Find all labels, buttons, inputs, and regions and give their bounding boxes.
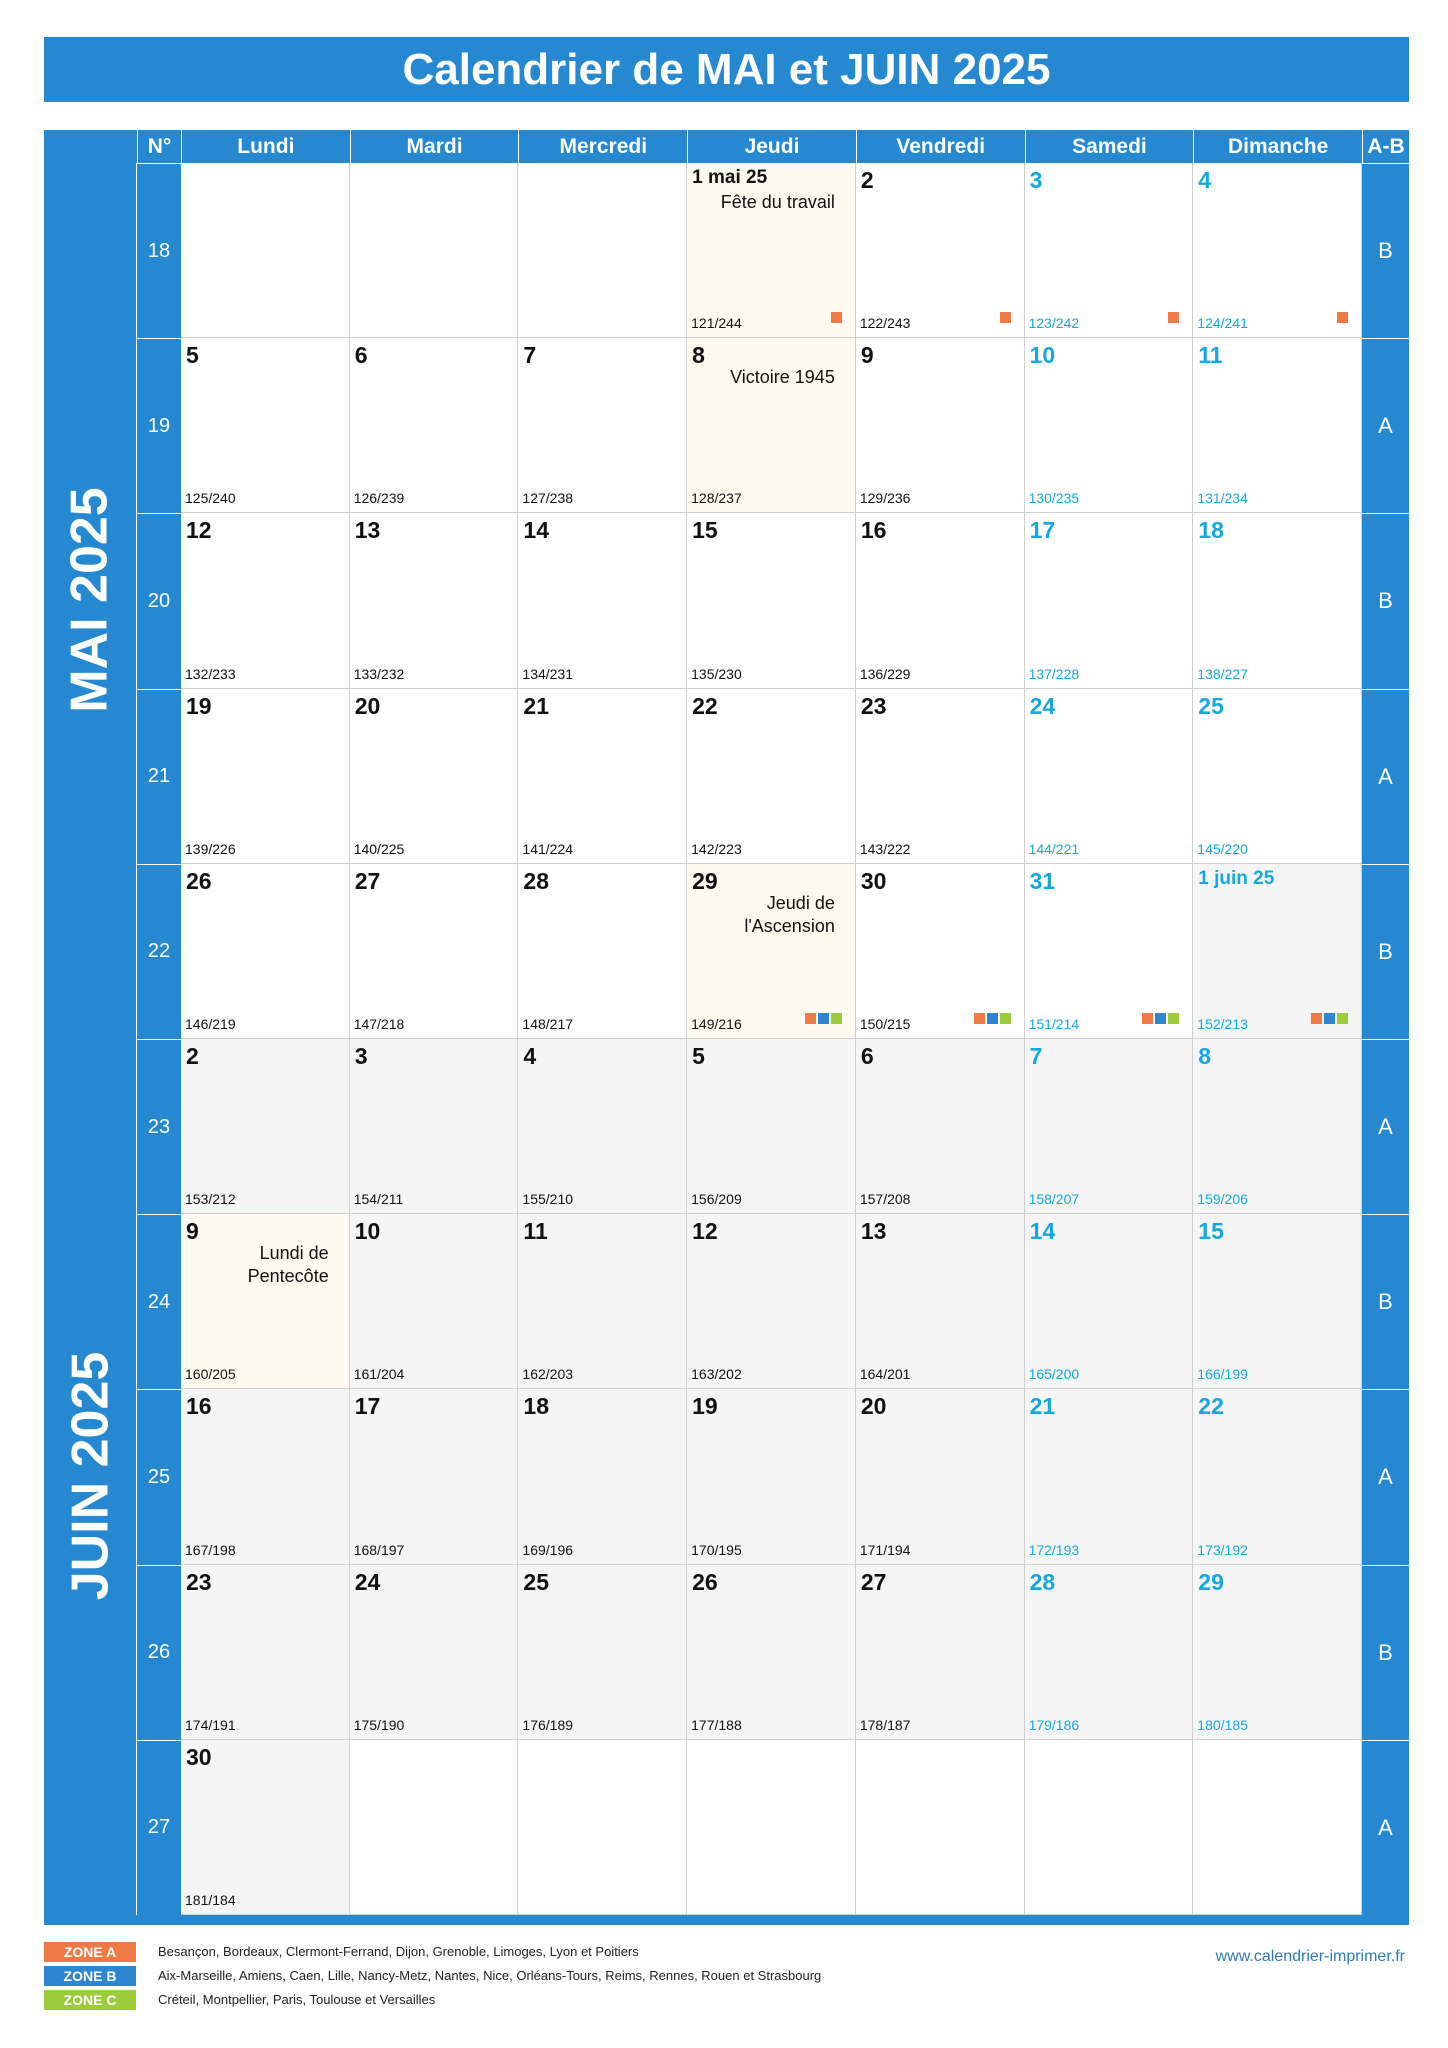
day-count: 146/219: [185, 1015, 236, 1032]
day-cell[interactable]: [1025, 163, 1194, 338]
week-number: 23: [137, 1039, 181, 1214]
day-number: 18: [523, 1393, 550, 1420]
zone-a-marker: [974, 1013, 985, 1024]
day-number: 21: [523, 692, 550, 719]
week-number: 20: [137, 513, 181, 688]
zone-a-marker: [1311, 1013, 1322, 1024]
day-number: 10: [354, 1218, 381, 1245]
day-number: 28: [1029, 1568, 1056, 1595]
day-cell[interactable]: [518, 338, 687, 513]
empty-cell: [856, 1740, 1025, 1915]
day-cell[interactable]: [350, 1039, 519, 1214]
header-day-0: Lundi: [181, 130, 350, 163]
day-count: 131/234: [1197, 490, 1248, 507]
zone-c-marker: [1168, 1013, 1179, 1024]
day-cell[interactable]: [518, 689, 687, 864]
day-count: 125/240: [185, 490, 236, 507]
day-cell[interactable]: [181, 338, 350, 513]
day-count: 157/208: [859, 1191, 911, 1208]
day-number: 17: [354, 1393, 381, 1420]
zone-a-marker: [805, 1013, 816, 1024]
week-number: 24: [137, 1214, 181, 1389]
day-count: 160/205: [185, 1366, 236, 1383]
day-count: 140/225: [353, 840, 405, 857]
day-number: 8: [1198, 1043, 1212, 1069]
week-ab: A: [1362, 338, 1409, 513]
day-cell[interactable]: [1193, 864, 1362, 1039]
day-cell[interactable]: [518, 864, 687, 1039]
day-cell[interactable]: [1025, 1039, 1194, 1214]
day-number: 15: [692, 517, 718, 544]
day-cell[interactable]: [856, 689, 1025, 864]
day-number: 8: [692, 342, 705, 369]
day-count: 123/242: [1028, 315, 1080, 332]
day-count: 164/201: [859, 1366, 911, 1383]
day-cell[interactable]: [350, 689, 519, 864]
week-ab: B: [1362, 163, 1409, 338]
week-number: 27: [137, 1740, 181, 1915]
day-count: 168/197: [353, 1541, 405, 1558]
header-day-3: Jeudi: [687, 130, 856, 163]
day-count: 141/224: [522, 840, 574, 857]
day-number: 11: [1198, 342, 1223, 369]
month-label-may: [44, 163, 136, 1037]
week-ab: B: [1362, 513, 1409, 688]
day-count: 173/192: [1197, 1541, 1248, 1558]
empty-cell: [350, 1740, 519, 1915]
holiday-label: Victoire 1945: [730, 367, 835, 388]
day-count: 147/218: [353, 1015, 405, 1032]
day-cell[interactable]: [518, 1565, 687, 1740]
day-number: 9: [860, 342, 874, 369]
day-count: 152/213: [1197, 1015, 1248, 1032]
day-number: 3: [354, 1043, 368, 1069]
month-label-june: [44, 1037, 136, 1915]
day-cell[interactable]: [1193, 1214, 1362, 1389]
day-count: 174/191: [185, 1716, 236, 1733]
day-count: 153/212: [185, 1191, 236, 1208]
holiday-label: Fête du travail: [720, 192, 835, 212]
day-number: 19: [186, 692, 212, 719]
day-number: 25: [1198, 692, 1224, 719]
legend-zone-label: ZONE A: [44, 1942, 136, 1962]
day-cell[interactable]: [687, 1214, 856, 1389]
week-ab: B: [1362, 1214, 1409, 1389]
day-count: 162/203: [522, 1366, 574, 1383]
legend-zone-cities: Besançon, Bordeaux, Clermont-Ferrand, Dijon, Grenoble, Limoges, Lyon et Poitiers: [158, 1944, 639, 1959]
day-cell[interactable]: [687, 513, 856, 688]
zone-b-marker: [987, 1013, 998, 1024]
website-link[interactable]: www.calendrier-imprimer.fr: [1215, 1948, 1405, 1965]
day-count: 177/188: [691, 1716, 742, 1733]
day-number: 2: [186, 1043, 199, 1069]
legend-zone-cities: Créteil, Montpellier, Paris, Toulouse et Versailles: [158, 1992, 436, 2007]
header-day-1: Mardi: [350, 130, 519, 163]
day-cell[interactable]: [856, 163, 1025, 338]
day-count: 155/210: [522, 1191, 574, 1208]
day-cell[interactable]: [856, 1039, 1025, 1214]
day-count: 178/187: [859, 1716, 911, 1733]
day-number: 22: [1198, 1393, 1224, 1420]
day-number: 24: [354, 1568, 381, 1595]
day-number: 14: [523, 517, 550, 544]
day-cell[interactable]: [181, 1214, 350, 1389]
zone-b-marker: [1155, 1013, 1166, 1024]
day-cell[interactable]: [687, 1389, 856, 1564]
month-june-text: JUIN 2025: [61, 1351, 120, 1601]
zone-a-marker: [1337, 312, 1348, 323]
day-count: 181/184: [185, 1891, 236, 1908]
day-cell[interactable]: [181, 513, 350, 688]
empty-cell: [687, 1740, 856, 1915]
day-count: 129/236: [859, 490, 911, 507]
day-count: 126/239: [353, 490, 405, 507]
day-number: 30: [860, 867, 887, 894]
day-cell[interactable]: [856, 1389, 1025, 1564]
day-cell[interactable]: [518, 1039, 687, 1214]
zone-a-marker: [831, 312, 842, 323]
school-holiday-zones: [1168, 312, 1179, 323]
day-cell[interactable]: [350, 513, 519, 688]
zone-a-marker: [1142, 1013, 1153, 1024]
header-ab: A-B: [1362, 130, 1409, 163]
month-may-text: MAI 2025: [61, 487, 120, 713]
day-cell[interactable]: [1025, 338, 1194, 513]
week-number: 26: [137, 1565, 181, 1740]
day-count: 127/238: [522, 490, 574, 507]
day-count: 128/237: [691, 490, 742, 507]
day-cell[interactable]: [1025, 864, 1194, 1039]
day-number: 29: [1198, 1568, 1224, 1595]
day-cell[interactable]: [1025, 1214, 1194, 1389]
day-cell[interactable]: [1025, 1389, 1194, 1564]
day-number: 17: [1029, 517, 1056, 544]
day-count: 133/232: [353, 665, 405, 682]
day-cell[interactable]: [856, 513, 1025, 688]
day-count: 180/185: [1197, 1716, 1248, 1733]
day-cell[interactable]: [687, 338, 856, 513]
school-holiday-zones: [831, 312, 842, 323]
bottom-rule: [44, 1915, 1409, 1925]
day-count: 124/241: [1197, 315, 1248, 332]
day-count: 169/196: [522, 1541, 574, 1558]
day-number: 1 juin 25: [1198, 867, 1275, 889]
header-week-number: N°: [137, 130, 181, 163]
day-count: 158/207: [1028, 1191, 1080, 1208]
day-count: 142/223: [691, 840, 742, 857]
day-cell[interactable]: [687, 1565, 856, 1740]
day-number: 7: [1029, 1043, 1043, 1069]
day-count: 121/244: [691, 315, 742, 332]
day-number: 23: [860, 692, 887, 719]
page-title: Calendrier de MAI et JUIN 2025: [44, 37, 1409, 102]
day-number: 4: [523, 1043, 537, 1069]
day-number: 13: [354, 517, 381, 544]
empty-cell: [350, 163, 519, 338]
day-cell[interactable]: [350, 864, 519, 1039]
day-number: 15: [1198, 1218, 1224, 1245]
day-count: 144/221: [1028, 840, 1080, 857]
day-cell[interactable]: [687, 1039, 856, 1214]
day-cell[interactable]: [518, 1389, 687, 1564]
day-number: 27: [860, 1568, 887, 1595]
header-day-2: Mercredi: [518, 130, 687, 163]
day-number: 24: [1029, 692, 1056, 719]
school-holiday-zones: [1337, 312, 1348, 323]
day-number: 6: [354, 342, 368, 369]
week-ab: B: [1362, 864, 1409, 1039]
day-count: 163/202: [691, 1366, 742, 1383]
day-cell[interactable]: [181, 1039, 350, 1214]
day-count: 170/195: [691, 1541, 742, 1558]
day-cell[interactable]: [518, 513, 687, 688]
day-count: 159/206: [1197, 1191, 1248, 1208]
week-ab: A: [1362, 1389, 1409, 1564]
day-number: 13: [860, 1218, 887, 1245]
day-count: 179/186: [1028, 1716, 1080, 1733]
day-cell[interactable]: [181, 864, 350, 1039]
day-number: 10: [1029, 342, 1056, 369]
week-ab: A: [1362, 1039, 1409, 1214]
legend-zone-label: ZONE C: [44, 1990, 136, 2010]
day-cell[interactable]: [687, 163, 856, 338]
day-number: 5: [692, 1043, 705, 1069]
day-number: 1 mai 25: [692, 167, 768, 188]
zone-c-marker: [1000, 1013, 1011, 1024]
day-cell[interactable]: [1193, 1389, 1362, 1564]
legend-zone-cities: Aix-Marseille, Amiens, Caen, Lille, Nancy-Metz, Nantes, Nice, Orléans-Tours, Reims, Rennes, Rouen et Strasbourg: [158, 1968, 822, 1983]
day-count: 156/209: [691, 1191, 742, 1208]
day-cell[interactable]: [350, 1214, 519, 1389]
week-number: 18: [137, 163, 181, 338]
day-number: 4: [1198, 167, 1212, 193]
day-count: 143/222: [859, 840, 911, 857]
school-holiday-zones: [1142, 1013, 1179, 1024]
day-number: 31: [1029, 867, 1056, 894]
day-cell[interactable]: [181, 689, 350, 864]
day-cell[interactable]: [1193, 689, 1362, 864]
day-cell[interactable]: [350, 1565, 519, 1740]
empty-cell: [518, 1740, 687, 1915]
day-count: 161/204: [353, 1366, 405, 1383]
day-number: 12: [186, 517, 212, 544]
day-number: 7: [523, 342, 537, 369]
day-number: 16: [860, 517, 887, 544]
day-count: 135/230: [691, 665, 742, 682]
holiday-label: Lundi de Pentecôte: [247, 1243, 329, 1287]
day-cell[interactable]: [687, 864, 856, 1039]
day-number: 18: [1198, 517, 1224, 544]
day-count: 151/214: [1028, 1015, 1080, 1032]
day-number: 11: [523, 1218, 548, 1245]
day-number: 16: [186, 1393, 212, 1420]
zone-c-marker: [831, 1013, 842, 1024]
day-number: 14: [1029, 1218, 1056, 1245]
day-number: 27: [354, 867, 381, 894]
header-day-4: Vendredi: [856, 130, 1025, 163]
day-number: 19: [692, 1393, 718, 1420]
day-count: 175/190: [353, 1716, 405, 1733]
header-day-6: Dimanche: [1193, 130, 1362, 163]
day-cell[interactable]: [1193, 338, 1362, 513]
day-number: 30: [186, 1743, 212, 1770]
day-count: 137/228: [1028, 665, 1080, 682]
week-number: 19: [137, 338, 181, 513]
day-count: 166/199: [1197, 1366, 1248, 1383]
day-count: 148/217: [522, 1015, 574, 1032]
day-number: 29: [692, 867, 718, 894]
school-holiday-zones: [1000, 312, 1011, 323]
legend-zone-label: ZONE B: [44, 1966, 136, 1986]
day-count: 134/231: [522, 665, 574, 682]
day-number: 26: [186, 867, 212, 894]
zone-b-marker: [1324, 1013, 1335, 1024]
day-count: 132/233: [185, 665, 236, 682]
day-count: 130/235: [1028, 490, 1080, 507]
day-count: 176/189: [522, 1716, 574, 1733]
day-number: 2: [860, 167, 874, 193]
day-cell[interactable]: [687, 689, 856, 864]
day-cell[interactable]: [518, 1214, 687, 1389]
day-count: 138/227: [1197, 665, 1248, 682]
week-number: 21: [137, 689, 181, 864]
empty-cell: [1193, 1740, 1362, 1915]
day-cell[interactable]: [856, 864, 1025, 1039]
week-number: 25: [137, 1389, 181, 1564]
school-holiday-zones: [805, 1013, 842, 1024]
week-ab: B: [1362, 1565, 1409, 1740]
day-number: 25: [523, 1568, 550, 1595]
week-ab: A: [1362, 689, 1409, 864]
day-count: 172/193: [1028, 1541, 1080, 1558]
day-cell[interactable]: [1193, 1565, 1362, 1740]
day-cell[interactable]: [1193, 1039, 1362, 1214]
day-cell[interactable]: [856, 1214, 1025, 1389]
day-count: 171/194: [859, 1541, 911, 1558]
holiday-label: Jeudi de l'Ascension: [744, 892, 835, 936]
day-number: 26: [692, 1568, 718, 1595]
empty-cell: [181, 163, 350, 338]
day-number: 5: [186, 342, 199, 369]
day-cell[interactable]: [856, 1565, 1025, 1740]
day-cell[interactable]: [1025, 1565, 1194, 1740]
day-count: 139/226: [185, 840, 236, 857]
header-day-5: Samedi: [1025, 130, 1194, 163]
day-cell[interactable]: [1025, 513, 1194, 688]
day-count: 136/229: [859, 665, 911, 682]
day-cell[interactable]: [181, 1565, 350, 1740]
day-count: 150/215: [859, 1015, 911, 1032]
day-cell[interactable]: [350, 338, 519, 513]
day-number: 28: [523, 867, 550, 894]
day-number: 20: [860, 1393, 887, 1420]
day-number: 21: [1029, 1393, 1056, 1420]
school-holiday-zones: [1311, 1013, 1348, 1024]
day-number: 9: [186, 1218, 199, 1245]
day-cell[interactable]: [181, 1389, 350, 1564]
day-count: 122/243: [859, 315, 911, 332]
day-number: 3: [1029, 167, 1043, 193]
day-cell[interactable]: [1193, 513, 1362, 688]
day-number: 6: [860, 1043, 874, 1069]
day-cell[interactable]: [856, 338, 1025, 513]
day-count: 167/198: [185, 1541, 236, 1558]
day-cell[interactable]: [350, 1389, 519, 1564]
day-count: 145/220: [1197, 840, 1248, 857]
empty-cell: [1025, 1740, 1194, 1915]
day-number: 12: [692, 1218, 718, 1245]
day-number: 22: [692, 692, 718, 719]
day-count: 154/211: [353, 1191, 404, 1208]
day-count: 149/216: [691, 1015, 742, 1032]
zone-c-marker: [1337, 1013, 1348, 1024]
day-number: 20: [354, 692, 381, 719]
day-cell[interactable]: [1193, 163, 1362, 338]
week-number: 22: [137, 864, 181, 1039]
day-cell[interactable]: [181, 1740, 350, 1915]
day-count: 165/200: [1028, 1366, 1080, 1383]
day-cell[interactable]: [1025, 689, 1194, 864]
empty-cell: [518, 163, 687, 338]
zone-a-marker: [1168, 312, 1179, 323]
zone-a-marker: [1000, 312, 1011, 323]
week-ab: A: [1362, 1740, 1409, 1915]
school-holiday-zones: [974, 1013, 1011, 1024]
day-number: 23: [186, 1568, 212, 1595]
zone-b-marker: [818, 1013, 829, 1024]
